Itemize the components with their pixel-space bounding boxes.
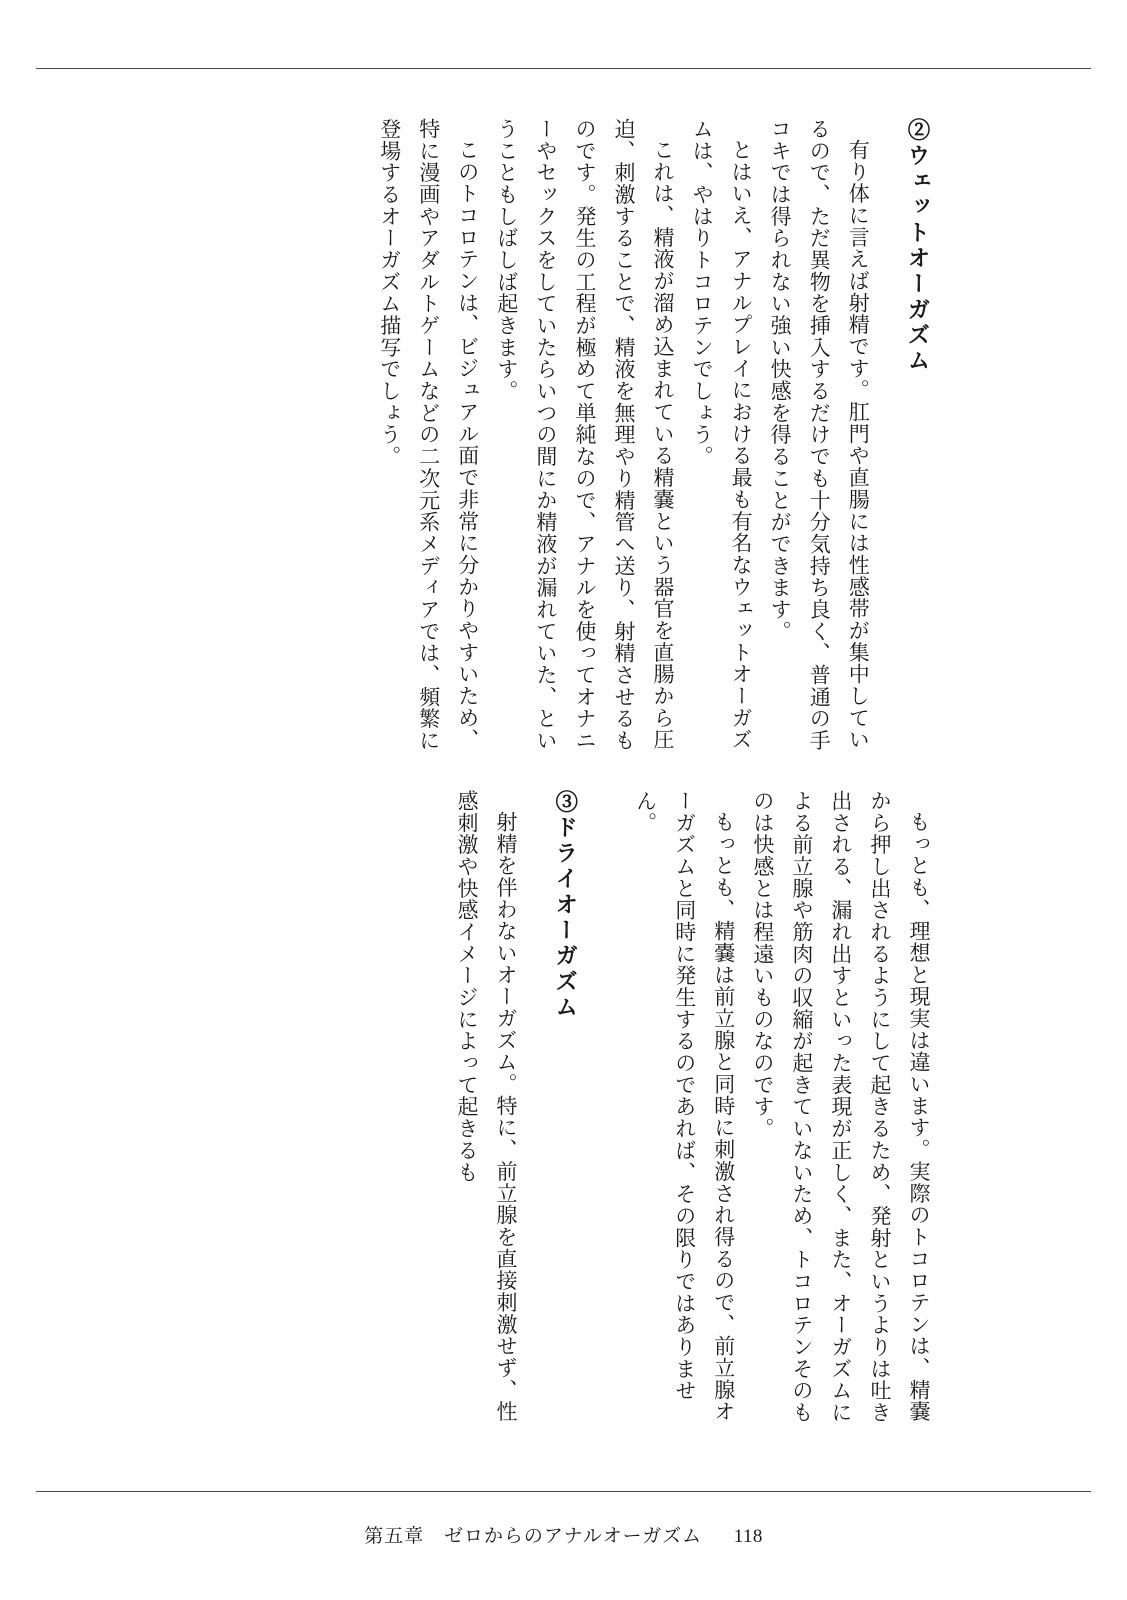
- text-column-upper: [108, 118, 938, 758]
- paragraph-wet-1: 有り体に言えば射精です。肛門や直腸には性感帯が集中しているので、ただ異物を挿入するだけでも十分気持ち良く、普通の手コキでは得られない強い快感を得ることができます。: [768, 118, 871, 752]
- text-column-lower: [108, 790, 938, 1440]
- paragraph-wet-2: とはいえ、アナルプレイにおける最も有名なウェットオーガズムは、やはりトコロテンでしょう。: [690, 118, 754, 751]
- section-spacer: [586, 790, 626, 1440]
- page-top-rule: [36, 68, 1091, 69]
- section-heading-wet-orgasm: ②ウェットオーガズム: [905, 118, 930, 375]
- heading-spacer-2: [525, 790, 544, 1440]
- heading-spacer: [877, 118, 896, 758]
- footer-page-number: 118: [733, 1526, 763, 1547]
- paragraph-wet-6: もっとも、精嚢は前立腺と同時に刺激され得るので、前立腺オーガズムと同時に発生するのであれば、その限りではありません。: [633, 790, 736, 1423]
- page-bottom-rule: [36, 1491, 1091, 1492]
- paragraph-dry-1: 射精を伴わないオーガズム。特に、前立腺を直接刺激せず、性感刺激や快感イメージによって起きるも: [454, 790, 518, 1423]
- text-flow-lower: [447, 790, 938, 1440]
- paragraph-wet-5: もっとも、理想と現実は違います。実際のトコロテンは、精嚢から押し出されるようにして起きるため、発射というよりは吐き出される、漏れ出すといった表現が正しく、また、オーガズムによる前立腺や筋肉の収縮が起きていないため、トコロテンそのものは快感とは程遠いものなのです。: [750, 790, 931, 1424]
- footer-chapter-title: 第五章 ゼロからのアナルオーガズム: [364, 1526, 703, 1547]
- paragraph-wet-4: このトコロテンは、ビジュアル面で非常に分かりやすいため、特に漫画やアダルトゲームなどの二次元系メディアでは、頻繁に登場するオーガズム描写でしょう。: [377, 118, 480, 752]
- page-footer: [0, 1521, 1127, 1548]
- paragraph-wet-3: これは、精液が溜め込まれている精嚢という器官を直腸から圧迫、刺激することで、精液を無理やり精管へ送り、射精させるものです。発生の工程が極めて単純なので、アナルを使ってオナニーやセックスをしていたらいつの間にか精液が漏れていた、ということもしばしば起きます。: [494, 118, 676, 752]
- text-flow-upper: [370, 118, 938, 758]
- section-heading-dry-orgasm: ③ドライオーガズム: [552, 790, 578, 1021]
